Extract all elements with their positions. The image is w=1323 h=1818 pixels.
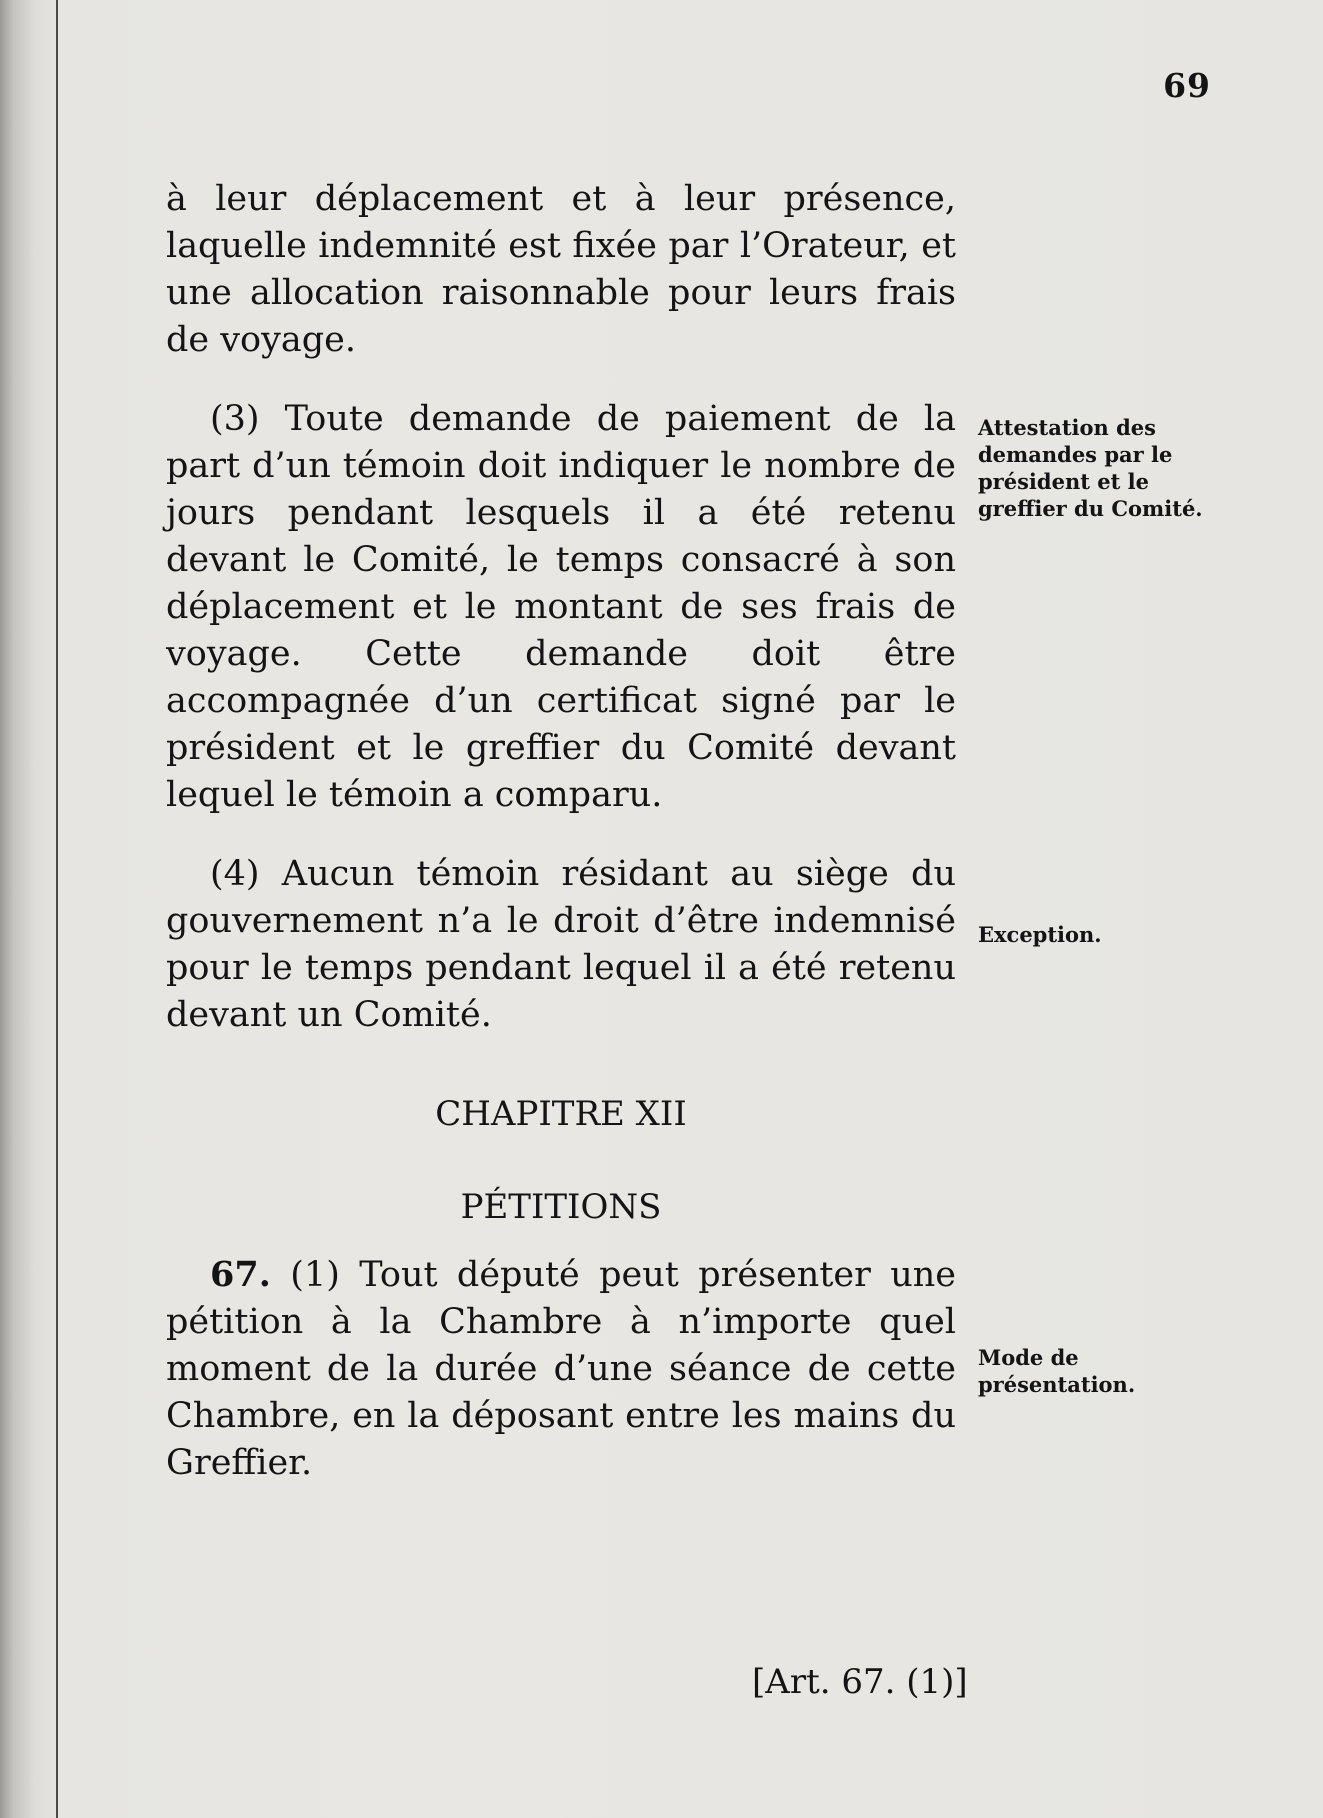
article-text: (1) Tout député peut présenter une pétition à la Chambre à n’importe quel moment de la durée d’une séance de cette Chambre, en la déposant entre les mains du Greffier. <box>166 1255 956 1483</box>
paragraph-subsection-3: (3) Toute demande de paiement de la part d’un témoin doit indiquer le nombre de jours pendant lesquels il a été retenu devant le Comité, le temps consacré à son déplacement et le montant de ses frais de voyage. Cette demande doit être accompagnée d’un certificat signé par le président et le greffier du Comité devant lequel le témoin a comparu. <box>166 399 956 815</box>
margin-note-attestation: Attestation des demandes par le président et le greffier du Comité. <box>978 415 1203 521</box>
chapter-heading: CHAPITRE XII <box>435 1094 687 1134</box>
margin-note-exception: Exception. <box>978 922 1102 947</box>
article-67-paragraph <box>166 1251 956 1487</box>
binding-shadow <box>0 0 34 1818</box>
margin-note-mode: Mode de présentation. <box>978 1345 1136 1397</box>
main-text-column <box>166 176 956 1519</box>
paragraph-continuation: à leur déplacement et à leur présence, laquelle indemnité est fixée par l’Orateur, et une allocation raisonnable pour leurs frais de voyage. <box>166 179 956 360</box>
article-number: 67. <box>210 1254 271 1295</box>
page-number: 69 <box>1163 66 1211 105</box>
section-heading: PÉTITIONS <box>460 1187 662 1227</box>
footer-article-reference: [Art. 67. (1)] <box>752 1662 968 1702</box>
paragraph-subsection-4: (4) Aucun témoin résidant au siège du gouvernement n’a le droit d’être indemnisé pour le temps pendant lequel il a été retenu devant un Comité. <box>166 854 956 1035</box>
binding-edge-line <box>56 0 58 1818</box>
